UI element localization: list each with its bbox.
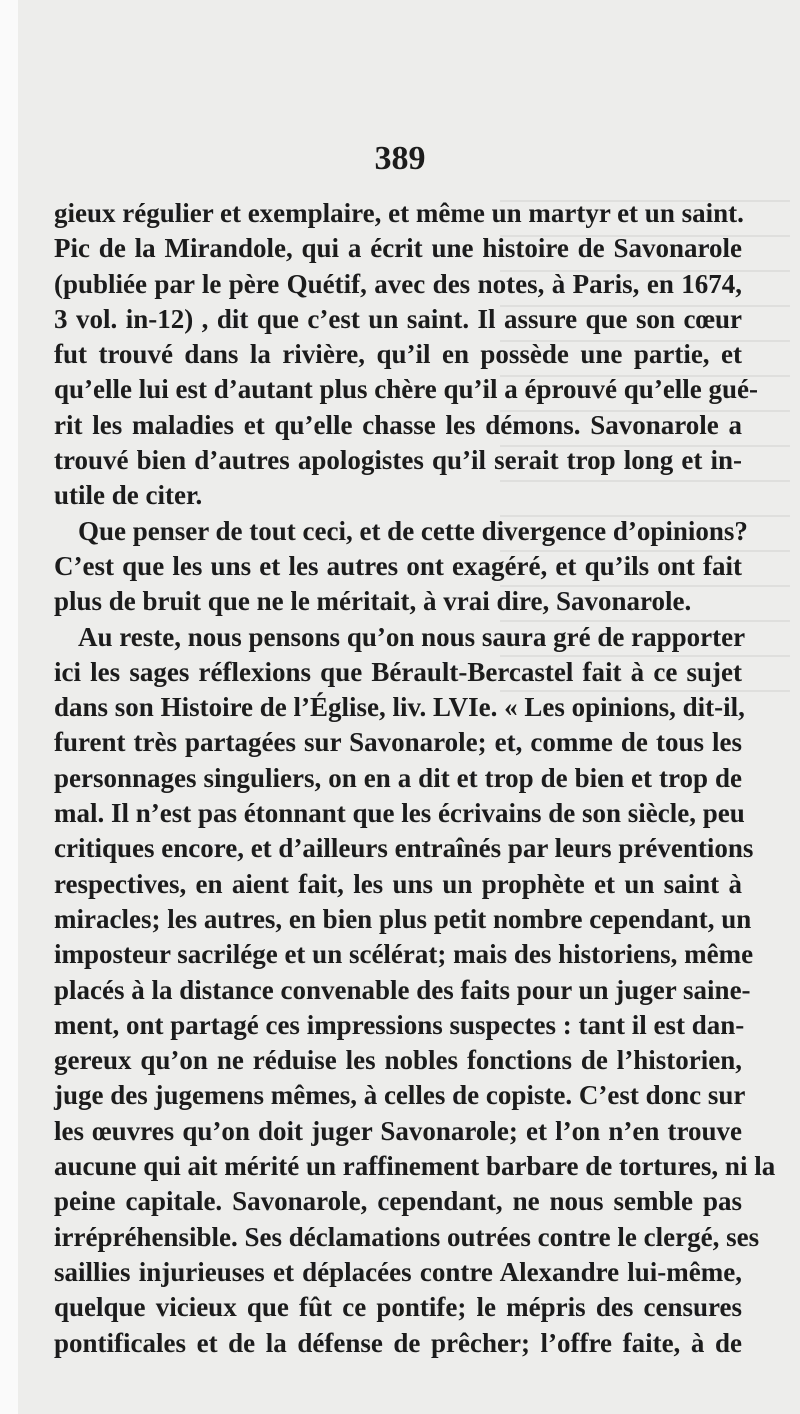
text-line: imposteur sacrilége et un scélérat; mais des historiens, même: [54, 939, 754, 970]
text-line: furent très partagées sur Savonarole; et, comme de tous les: [54, 727, 742, 758]
text-line: plus de bruit que ne le méritait, à vrai dire, Savonarole.: [54, 586, 692, 617]
text-line: ici les sages réflexions que Bérault-Bercastel fait à ce sujet: [54, 656, 742, 687]
text-line: Au reste, nous pensons qu’on nous saura gré de rapporter: [78, 621, 746, 652]
text-line: aucune qui ait mérité un raffinement barbare de tortures, ni la: [54, 1151, 776, 1182]
text-line: utile de citer.: [54, 480, 203, 511]
page-margin: [0, 0, 18, 1414]
page-number: 389: [374, 140, 426, 177]
text-line: miracles; les autres, en bien plus petit nombre cependant, un: [54, 903, 752, 934]
text-line: Pic de la Mirandole, qui a écrit une histoire de Savonarole: [54, 233, 742, 264]
text-line: juge des jugemens mêmes, à celles de copiste. C’est donc sur: [54, 1080, 746, 1111]
text-line: personnages singuliers, on en a dit et trop de bien et trop de: [54, 762, 742, 793]
text-line: gieux régulier et exemplaire, et même un martyr et un saint.: [54, 198, 744, 228]
text-line: critiques encore, et d’ailleurs entraînés par leurs préventions: [54, 833, 754, 864]
text-line: gereux qu’on ne réduise les nobles fonctions de l’historien,: [54, 1045, 742, 1076]
text-line: ment, ont partagé ces impressions suspectes : tant il est dan-: [54, 1009, 745, 1040]
text-line: pontificales et de la défense de prêcher; l’offre faite, à de: [54, 1327, 742, 1358]
body-text: [54, 196, 776, 1361]
text-line: trouvé bien d’autres apologistes qu’il serait trop long et in-: [54, 445, 742, 476]
text-line: les œuvres qu’on doit juger Savonarole; et l’on n’en trouve: [54, 1115, 742, 1146]
text-line: fut trouvé dans la rivière, qu’il en possède une partie, et: [54, 339, 742, 370]
text-line: (publiée par le père Quétif, avec des notes, à Paris, en 1674,: [54, 268, 742, 299]
text-line: Que penser de tout ceci, et de cette divergence d’opinions?: [78, 515, 748, 546]
text-line: rit les maladies et qu’elle chasse les démons. Savonarole a: [54, 409, 742, 440]
text-line: qu’elle lui est d’autant plus chère qu’il a éprouvé qu’elle gué-: [54, 374, 759, 405]
text-line: mal. Il n’est pas étonnant que les écrivains de son siècle, peu: [54, 798, 745, 829]
text-line: saillies injurieuses et déplacées contre Alexandre lui-même,: [54, 1256, 742, 1287]
text-line: placés à la distance convenable des faits pour un juger saine-: [54, 974, 751, 1005]
text-line: C’est que les uns et les autres ont exagéré, et qu’ils ont fait: [54, 550, 742, 581]
text-line: 3 vol. in-12) , dit que c’est un saint. Il assure que son cœur: [54, 303, 742, 334]
text-line: respectives, en aient fait, les uns un prophète et un saint à: [54, 868, 742, 899]
text-line: peine capitale. Savonarole, cependant, ne nous semble pas: [54, 1186, 742, 1217]
text-line: dans son Histoire de l’Église, liv. LVIe. « Les opinions, dit-il,: [54, 692, 745, 723]
text-line: quelque vicieux que fût ce pontife; le mépris des censures: [54, 1292, 742, 1323]
text-line: irrépréhensible. Ses déclamations outrées contre le clergé, ses: [54, 1221, 760, 1252]
